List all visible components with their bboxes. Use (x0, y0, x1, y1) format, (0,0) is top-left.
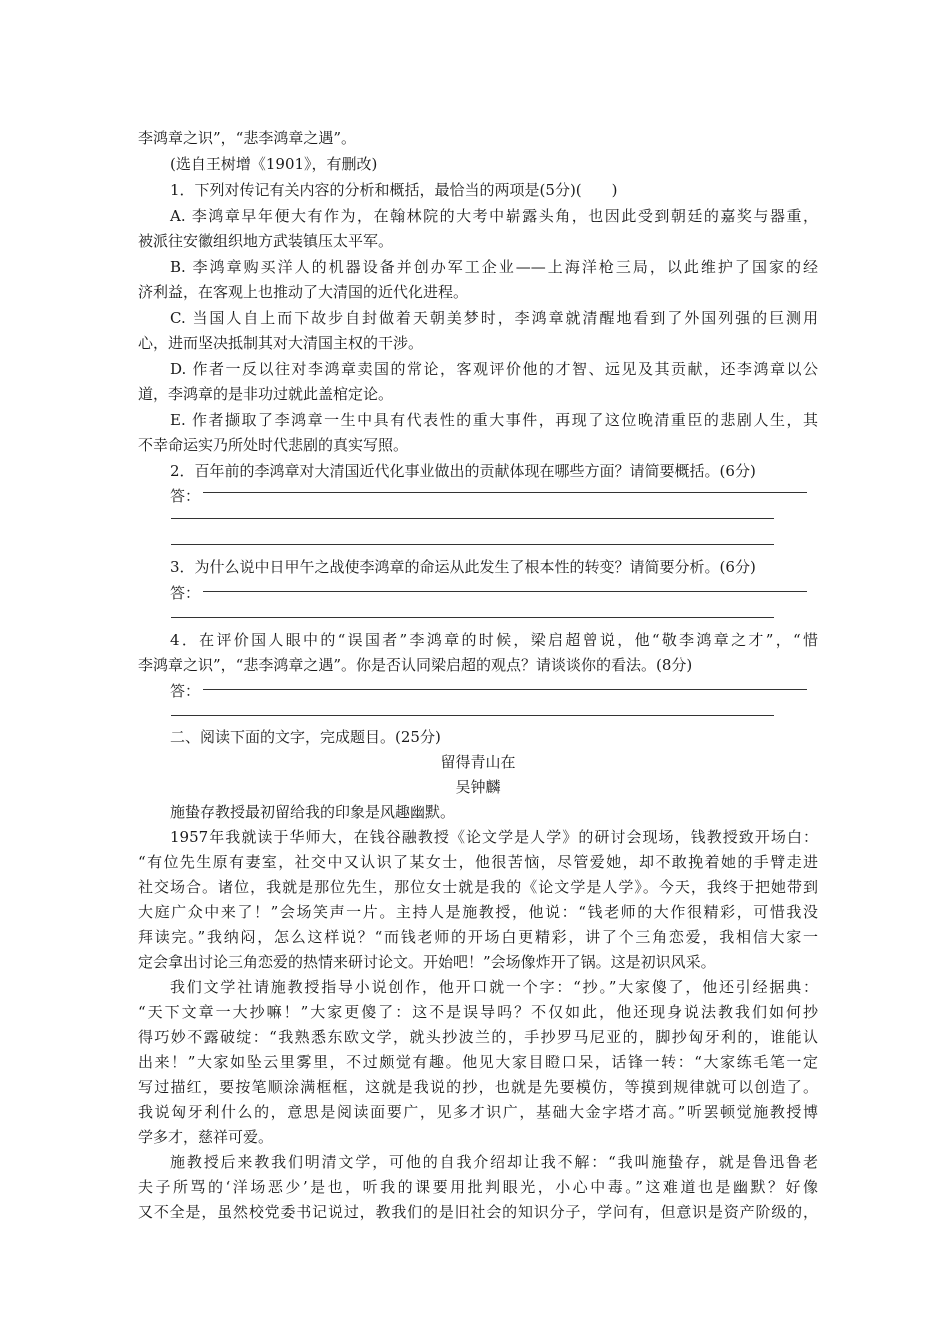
passage-author: 吴钟麟 (455, 778, 501, 796)
answer-line (203, 492, 807, 493)
question-2: 2．百年前的李鸿章对大清国近代化事业做出的贡献体现在哪些方面？请简要概括。(6分) (170, 462, 756, 480)
continuation-line: 李鸿章之识”，“悲李鸿章之遇”。 (138, 129, 357, 147)
source-note: (选自王树增《1901》，有删改) (170, 155, 378, 173)
answer-line (171, 617, 774, 618)
option-e-line1: E. 作者撷取了李鸿章一生中具有代表性的重大事件，再现了这位晚清重臣的悲剧人生，其 (170, 411, 818, 429)
answer-line (203, 689, 807, 690)
section-2-heading: 二、阅读下面的文字，完成题目。(25分) (170, 728, 441, 746)
paragraph-3-line: 写过描红，要按笔顺涂满框框，这就是我说的抄，也就是先要模仿，等摸到规律就可以创造了。 (138, 1078, 818, 1096)
question-4-line1: 4．在评价国人眼中的“误国者”李鸿章的时候，梁启超曾说，他“敬李鸿章之才”，“惜 (170, 631, 818, 649)
question-1-stem: 1．下列对传记有关内容的分析和概括，最恰当的两项是(5分)( ) (170, 181, 618, 199)
option-a-line2: 被派往安徽组织地方武装镇压太平军。 (138, 232, 394, 250)
paragraph-2-line: 定会拿出讨论三角恋爱的热情来研讨论文。开始吧！”会场像炸开了锅。这是初识风采。 (138, 953, 716, 971)
passage-title: 留得青山在 (440, 753, 516, 771)
paragraph-3-line: “天下文章一大抄嘛！”大家更傻了：这不是误导吗？不仅如此，他还现身说法教我们如何抄 (138, 1003, 818, 1021)
answer-label-q2: 答： (170, 487, 201, 505)
paragraph-2-line: 1957年我就读于华师大，在钱谷融教授《论文学是人学》的研讨会现场，钱教授致开场白： (170, 828, 818, 846)
option-a-line1: A. 李鸿章早年便大有作为，在翰林院的大考中崭露头角，也因此受到朝廷的嘉奖与器重， (170, 207, 818, 225)
paragraph-4-line: 夫子所骂的‘洋场恶少’是也，听我的课要用批判眼光，小心中毒。”这难道也是幽默？好像 (138, 1178, 818, 1196)
paragraph-3-line: 学多才，慈祥可爱。 (138, 1128, 274, 1146)
paragraph-3-line: 出来！”大家如坠云里雾里，不过颇觉有趣。他见大家目瞪口呆，话锋一转：“大家练毛笔一定 (138, 1053, 818, 1071)
paragraph-3-line: 我说匈牙利什么的，意思是阅读面要广，见多才识广，基础大金字塔才高。”听罢顿觉施教授博 (138, 1103, 818, 1121)
paragraph-4-line: 施教授后来教我们明清文学，可他的自我介绍却让我不解：“我叫施蛰存，就是鲁迅鲁老 (170, 1153, 818, 1171)
option-c-line1: C. 当国人自上而下故步自封做着天朝美梦时，李鸿章就清醒地看到了外国列强的巨测用 (170, 309, 818, 327)
answer-line (203, 591, 807, 592)
option-d-line2: 道，李鸿章的是非功过就此盖棺定论。 (138, 385, 394, 403)
answer-label-q3: 答： (170, 584, 201, 602)
option-b-line2: 济利益，在客观上也推动了大清国的近代化进程。 (138, 283, 469, 301)
paragraph-2-line: “有位先生原有妻室，社交中又认识了某女士，他很苦恼，尽管爱她，却不敢挽着她的手臂走进 (138, 853, 818, 871)
option-c-line2: 心，进而坚决抵制其对大清国主权的干涉。 (138, 334, 424, 352)
paragraph-2-line: 拜读完。”我纳闷，怎么这样说？“而钱老师的开场白更精彩，讲了个三角恋爱，我相信大家一 (138, 928, 818, 946)
paragraph-4-line: 又不全是，虽然校党委书记说过，教我们的是旧社会的知识分子，学问有，但意识是资产阶级的， (138, 1203, 818, 1221)
answer-line (171, 518, 774, 519)
paragraph-1: 施蛰存教授最初留给我的印象是风趣幽默。 (170, 803, 456, 821)
paragraph-2-line: 大庭广众中来了！”会场笑声一片。主持人是施教授，他说：“钱老师的大作很精彩，可惜我没 (138, 903, 818, 921)
paragraph-2-line: 社交场合。诸位，我就是那位先生，那位女士就是我的《论文学是人学》。今天，我终于把她带到 (138, 878, 818, 896)
answer-line (171, 715, 774, 716)
paragraph-3-line: 得巧妙不露破绽：“我熟悉东欧文学，就头抄波兰的，手抄罗马尼亚的，脚抄匈牙利的，谁能认 (138, 1028, 818, 1046)
question-4-line2: 李鸿章之识”，“悲李鸿章之遇”。你是否认同梁启超的观点？请谈谈你的看法。(8分) (138, 656, 693, 674)
option-d-line1: D. 作者一反以往对李鸿章卖国的常论，客观评价他的才智、远见及其贡献，还李鸿章以公 (170, 360, 818, 378)
paragraph-3-line: 我们文学社请施教授指导小说创作，他开口就一个字：“抄。”大家傻了，他还引经据典： (170, 978, 818, 996)
question-3: 3．为什么说中日甲午之战使李鸿章的命运从此发生了根本性的转变？请简要分析。(6分) (170, 558, 756, 576)
answer-line (171, 544, 774, 545)
option-b-line1: B. 李鸿章购买洋人的机器设备并创办军工企业——上海洋枪三局，以此维护了国家的经 (170, 258, 818, 276)
answer-label-q4: 答： (170, 682, 201, 700)
option-e-line2: 不幸命运实乃所处时代悲剧的真实写照。 (138, 436, 409, 454)
